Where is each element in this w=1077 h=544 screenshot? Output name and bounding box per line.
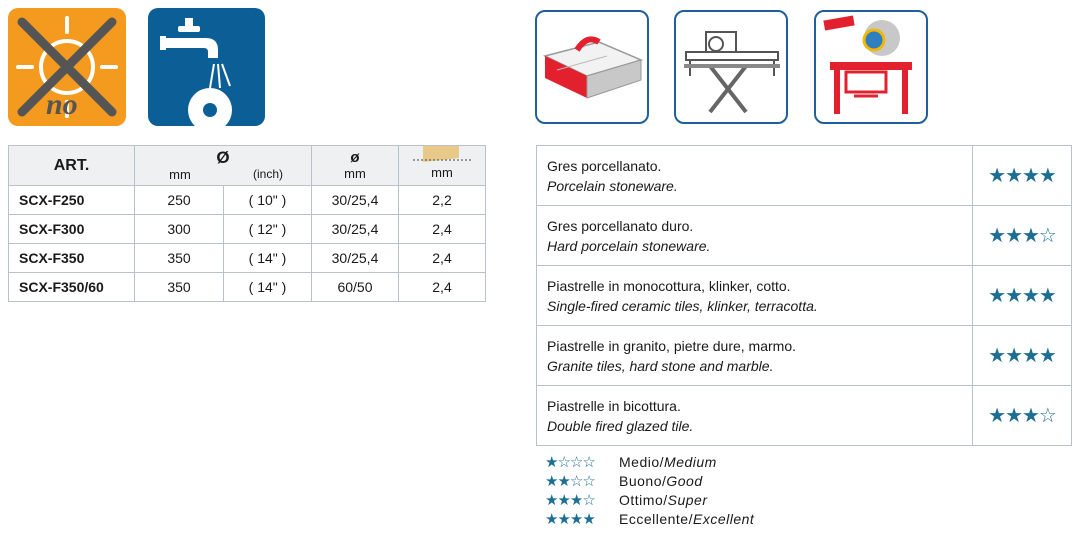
tile-cutter-stand-icon [674,10,788,124]
bore-symbol: ø [350,149,360,166]
legend-label-en: Medium [664,453,717,470]
material-row [537,266,1072,326]
diameter-inch: ( 14" ) [224,244,312,273]
diameter-mm: 350 [135,244,224,273]
legend-separator: / [663,491,668,508]
diameter-mm: 300 [135,215,224,244]
diameter-inch: ( 14" ) [224,273,312,302]
legend-item [545,509,754,528]
legend-label-en: Good [666,472,703,489]
material-name-en: Porcelain stoneware. [547,177,678,194]
table-row [9,273,486,302]
diameter-mm: 250 [135,186,224,215]
material-row [537,146,1072,206]
material-name-it: Piastrelle in monocottura, klinker, cotto. [547,277,791,294]
art-code: SCX-F250 [9,186,135,215]
material-name-it: Gres porcellanato duro. [547,217,694,234]
diameter-header [135,146,312,186]
blade-spec-table [8,145,486,302]
no-label: no [46,88,78,121]
diameter-mm-unit: mm [169,167,191,182]
legend-separator: / [661,472,667,489]
legend-item [545,490,754,509]
no-sunlight-icon [8,8,126,126]
material-row [537,206,1072,266]
rating-stars: ★★★★ [973,146,1072,206]
legend-separator: / [659,453,665,470]
material-name-it: Gres porcellanato. [547,157,662,174]
bore: 30/25,4 [312,186,399,215]
legend-stars: ★★☆☆ [545,472,595,490]
rating-legend [545,452,754,528]
legend-label-en: Super [667,491,708,508]
diameter-inch: ( 12" ) [224,215,312,244]
bore-header [312,146,399,186]
depth-mm-unit: mm [431,165,453,180]
rating-stars: ★★★★ [973,326,1072,386]
bore-mm-unit: mm [344,166,366,181]
diameter-inch-unit: (inch) [252,167,283,181]
materials-rating-table [536,145,1072,446]
blade-depth-icon [413,146,473,166]
depth-header [399,146,486,186]
legend-stars: ★★★★ [545,510,595,528]
material-name-en: Hard porcelain stoneware. [547,237,711,254]
legend-label-it: Medio [619,453,660,470]
legend-stars: ★★★☆ [545,491,595,509]
legend-label-en: Excellent [692,510,755,527]
material-name-it: Piastrelle in bicottura. [547,397,681,414]
material-name-en: Single-fired ceramic tiles, klinker, terracotta. [547,297,818,314]
material-row [537,386,1072,446]
legend-item [545,452,754,471]
rating-stars: ★★★★ [973,266,1072,326]
material-name-en: Granite tiles, hard stone and marble. [547,357,774,374]
table-row [9,186,486,215]
legend-separator: / [688,510,693,527]
depth: 2,4 [399,273,486,302]
rating-stars: ★★★☆ [973,386,1072,446]
rating-stars: ★★★☆ [973,206,1072,266]
art-code: SCX-F350/60 [9,273,135,302]
art-code: SCX-F300 [9,215,135,244]
material-row [537,326,1072,386]
legend-item [545,471,754,490]
depth: 2,4 [399,215,486,244]
table-row [9,244,486,273]
art-code: SCX-F350 [9,244,135,273]
cutting-machine-detail-icon [814,10,928,124]
art-header: ART. [9,146,135,186]
depth: 2,2 [399,186,486,215]
legend-stars: ★☆☆☆ [545,453,595,471]
diameter-inch: ( 10" ) [224,186,312,215]
tile-saw-icon [535,10,649,124]
legend-label-it: Eccellente [619,510,689,527]
bore: 30/25,4 [312,244,399,273]
depth: 2,4 [399,244,486,273]
material-name-en: Double fired glazed tile. [547,417,694,434]
table-row [9,215,486,244]
material-name-it: Piastrelle in granito, pietre dure, marmo. [547,337,796,354]
diameter-mm: 350 [135,273,224,302]
legend-label-it: Buono [619,472,662,489]
legend-label-it: Ottimo [619,491,664,508]
bore: 30/25,4 [312,215,399,244]
diameter-symbol: Ø [216,148,230,167]
water-cooling-icon [148,8,265,126]
bore: 60/50 [312,273,399,302]
